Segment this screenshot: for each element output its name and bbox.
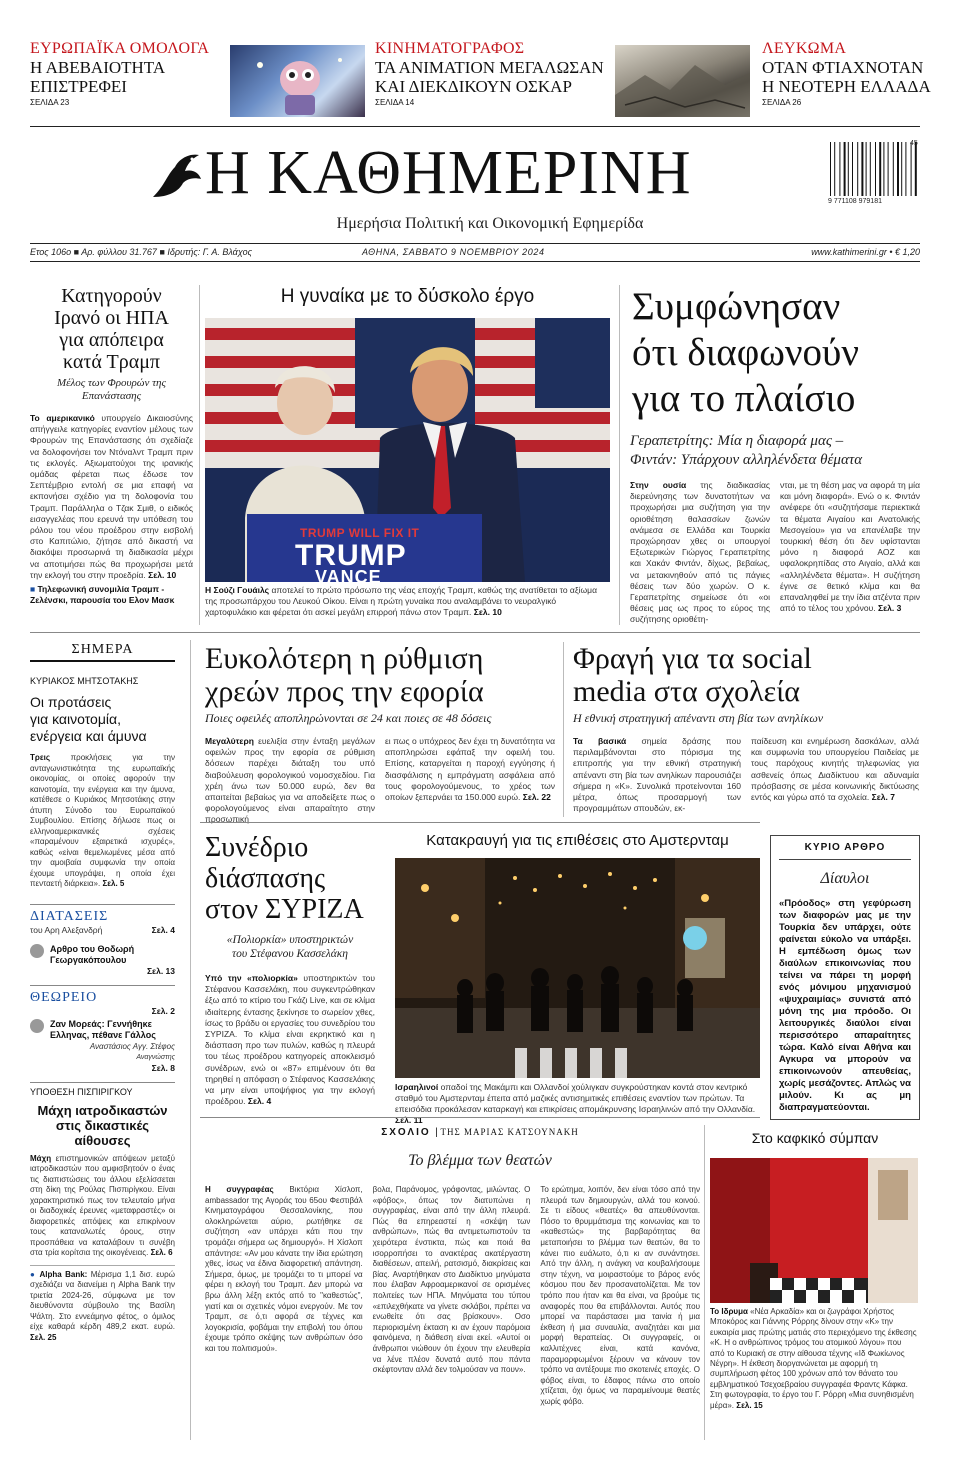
barcode-bar [875, 142, 876, 196]
page-ref: Σελ. 2 [151, 1005, 175, 1016]
photo-caption [205, 585, 610, 618]
story-body-col1 [205, 736, 375, 826]
sign-vance: VANCE [315, 567, 382, 582]
story-subhead: Φιντάν: Υπάρχουν αλληλένδετα θέματα [630, 452, 863, 468]
headline-line: ότι διαφωνούν [632, 331, 859, 374]
body-text: υπουργείο Δικαιοσύνης απήγγειλε κατηγορίες εναντίον μέλους των Φρουρών της Επανάστασης ότι σχεδίαζε να δολοφονήσει τον Ντόναλντ Τραμπ πριν τις εκλογές. Αξιωματούχοι της ιρανικής ομάδας φέρεται πως έδωσε τον Σεπτέμβριο εντολή σε μια επαφή να εκπονήσει σχέδιο για τη δολοφονία του Τραμπ. Παράλληλα ο Τζακ Σμιθ, ο ειδικός εισαγγελέας που ερευνά την υπόθεση του ρόλου του νέου προέδρου στην εισβολή στο Καπιτώλιο, ζήτησε από δικαστή να διακόψει προσωρινά τη διαδικασία μέχρι να αποτιμήσει πώς θα προχωρήσει μετά την εκλογή του στην προεδρία. [30, 413, 193, 580]
sidebar-title: για καινοτομία, [30, 711, 121, 727]
sidebar-title: ενέργεια και άμυνα [30, 728, 147, 744]
teaser-title: Η ΝΕΟΤΕΡΗ ΕΛΛΑΔΑ [762, 77, 931, 96]
divider [200, 1117, 760, 1118]
barcode-bar [897, 142, 899, 196]
photo-headline: Κατακραυγή για τις επιθέσεις στο Αμστερνταμ [426, 832, 729, 849]
column-rule [704, 1125, 705, 1440]
body-text: σημεία δράσης που περιλαμβάνονται στο πόρισμα της επιτροπής για την εθνική στρατηγική απέναντι στη βία των ανηλίκων παρουσιάζει σήμερα η «Κ». Συνολικά προτείνονται 160 μέτρα, όπως προσαρμογή των προγραμμάτων σπουδών, εκ- [573, 736, 741, 814]
teaser-title: Η ΑΒΕΒΑΙΟΤΗΤΑ [30, 58, 166, 77]
story-greece-turkey[interactable] [630, 284, 920, 626]
story-body-col1 [630, 480, 770, 626]
caption-text: «Νέα Αρκαδία» και οι ζωγράφοι Χρήστος Μποκόρος και Γιάννης Ρόρρης δίνουν στην «Κ» την ευκαιρία μιας πρώτης ματιάς στο περιεχόμενο της έκθεσης «Κ. Η ο ανθρώπινος τρόμος του ατομικού λόγου» που από το Κυριακή σε στην αίθουσα τέχνης «Ιδ Φωκίωνος Νέγρη». Η έκθεση διοργανώνεται με αφορμή τη συμπλήρωση φέτος 100 χρόνων από τον θάνατο του εμβληματικού Τσεχοεβραίου συγγραφέα Φραντς Κάφκα. Στη φωτογραφία, το έργο του Γ. Ρόρρη «Μια συνηθισμένη μέρα». [710, 1307, 917, 1410]
editorial-body: «Πρόοδος» στη γεφύρωση των διαφορών μας με την Τουρκία δεν υπάρχει, ούτε φαίνεται εύκολο να υπάρξει. Η εμπέδωση όμως των διαύλων επικοινωνίας που τείνει να πάρει τη μορφή ενός μόνιμου μηχανισμού «ψυχραιμίας» συνιστά από μόνη της μια πρόοδο. Οι λειτουργικές διαύλοι είναι περισσότερο απαραίτητες τώρα. Καλό είναι Αθήνα και Αγκυρα να μπορούν να επικοινωνούν απευθείας, χωρίς μεσάζοντες. Απλώς να μιλούν. Κι ας μη διαπραγματεύονται. [779, 898, 911, 1113]
related-bullet[interactable] [30, 584, 193, 606]
barcode-bar [893, 142, 894, 196]
page-ref: Σελ. 8 [151, 1062, 175, 1073]
teaser-title: ΚΑΙ ΔΙΕΚΔΙΚΟΥΝ ΟΣΚΑΡ [375, 77, 572, 96]
headline-line: Συμφώνησαν [632, 285, 841, 328]
barcode-bar [844, 142, 846, 196]
comment-separator: | [435, 1127, 441, 1138]
sidebar-title: Μάχη ιατροδικαστών [37, 1102, 168, 1118]
issue-price: www.kathimerini.gr • € 1,20 [811, 247, 920, 257]
divider [200, 822, 760, 823]
divider [30, 632, 920, 633]
photo-caption [710, 1307, 918, 1411]
bullet-icon: ● [30, 1269, 37, 1279]
section-label-pispirigkou: ΥΠΟΘΕΣΗ ΠΙΣΠΙΡΙΓΚΟΥ [30, 1082, 175, 1097]
caption-text: οπαδοί της Μακάμπι και Ολλανδοί χούλιγκαν συγκρούστηκαν κοντά στον κεντρικό σταθμό του Αμστερνταμ έπειτα από μαζικές αντισημιτικές επιθέσεις εναντίον των πρώτων. Τα επεισόδια προκάλεσαν καταρκαγή και επικρίσεις απομάκρυνσης Ισραηλινών από την Ολλανδία. [395, 1082, 756, 1114]
sign-trump: TRUMP [295, 539, 407, 572]
barcode-number: 9 771108 979181 [828, 198, 882, 205]
teaser-title: ΤΑ ΑΝΙΜΑΤΙΟΝ ΜΕΓΑΛΩΣΑΝ [375, 58, 604, 77]
section-label-diatasis: ΔΙΑΤΑΣΕΙΣ [30, 904, 175, 925]
lead-word: Το αμερικανικό [30, 413, 95, 423]
story-body-col2 [385, 736, 555, 826]
story-subhead: Γεραπετρίτης: Μία η διαφορά μας – [630, 433, 844, 449]
barcode-bar [830, 142, 831, 196]
animation-robot-photo [230, 45, 365, 117]
trump-wiles-photo [205, 318, 610, 582]
page-ref: Σελ. 22 [522, 792, 551, 803]
story-subhead: Μέλος των Φρουρών της Επανάστασης [57, 377, 166, 402]
issue-date: ΑΘΗΝΑ, ΣΑΒΒΑΤΟ 9 ΝΟΕΜΒΡΙΟΥ 2024 [362, 247, 545, 257]
headline-line: Φραγή για τα social [573, 642, 812, 675]
article-icon [30, 944, 44, 958]
page-ref: Σελ. 4 [151, 924, 175, 935]
photo-headline: Στο καφκικό σύμπαν [751, 1130, 879, 1146]
page-ref: Σελ. 25 [30, 1332, 57, 1342]
column-rule [190, 640, 191, 1440]
page-ref: Σελ. 13 [146, 965, 175, 976]
caption-lead: Το Ιδρυμα [710, 1307, 748, 1316]
body-text: παίδευση και ενημέρωση δασκάλων, αλλά και συμφωνία του υπουργείου Παιδείας με τους παρόχους κινητής τηλεφωνίας για ασθενείς όπως Διαδίκτυου και αδυναμία πρόσβασης σε μέσα κοινωνικής δικτύωσης εντός και γύρω από τα σχολεία. [751, 736, 919, 803]
teaser-page: ΣΕΛΙΔΑ 14 [375, 98, 415, 107]
body-text: βολα, Παράνομος, γράφοντας, μιλώντας. Ο «φόβος», όπως τον διατυπώνει η συγγραφέας, είναι από την άλλη πλευρά. Πώς θα επηρεαστεί η «σκέψη των ανθρώπων», πώς θα αντιμετωπιστούν τα χειρότερα ένστικτα, πώς και ποιά θα ισορροπήσει το ανακτέρας ακατέργαστη διαθέσεων, απειλή, ρατσισμό, διακρίσεις και βίας. Αναρτήθηκαν στο Διαδίκτυο μηνύματα που έλαβαν Αφροαμερικανοί σε ορισμένες πολιτείες των ΗΠΑ. Μηνύματα του τύπου «επιλεχθήκατε να γίνετε σκλάβοι, πρέπει να ενωθείτε ότι σας βρίσκουν». Οσο περιορισμένη έκταση κι αν έχουν παρόμοια φαινόμενα, η διάθεση είναι εκεί. «Αυτοί οι άνθρωποι νιώθουν ότι έχουν την ελευθερία να λένε πλέον δυνατά αυτό που πάντα σκέφτονταν αλλά δεν τολμούσαν να πουν». [372, 1185, 531, 1375]
body-text: προκλήσεις για την ανταγωνιστικότητα της ευρωπαϊκής οικονομίας, οι οποίες αφορούν την καινοτομία, την ενέργεια και την άμυνα, κατέθεσε ο Κυριάκος Μητσοτάκης στην άτυπη Σύνοδο του Ευρωπαϊκού Συμβουλίου. Επίσης δήλωσε πως οι ελληνοαμερικανικές σχέσεις «παραμένουν εξαιρετικά ισχυρές», καθώς «είναι θεμελιωμένες μέσα από την αμοιβαία συμφωνία την οποία έχουμε υπογράψει, η οποία έχει πενταετή διάρκεια». [30, 753, 175, 888]
comment-col2 [373, 1185, 531, 1407]
teaser-page: ΣΕΛΙΔΑ 23 [30, 98, 70, 107]
headline-line: διάσπασης [205, 863, 326, 894]
comment-col1 [205, 1185, 363, 1407]
headline-line: media στα σχολεία [573, 675, 801, 708]
headline-line: για απόπειρα [59, 329, 164, 351]
page-ref: Σελ. 4 [247, 1096, 272, 1107]
page-ref: Σελ. 7 [871, 792, 895, 803]
barcode [828, 142, 920, 210]
divider [30, 243, 920, 244]
barcode-bar [861, 142, 863, 196]
barcode-bar [901, 142, 902, 196]
diatasis-item[interactable] [30, 925, 175, 936]
comment-title: Το βλέμμα των θεατών [408, 1152, 552, 1169]
body-text: επιστημονικών απόψεων μεταξύ ιατροδικαστών που αμφισβητούν ο ένας τις διαπιστώσεις του άλλου εξελίσσεται στη δίκη της Ρούλας Πισπιρίγκου. Είναι χαρακτηριστικό πως τον τελευταίο μήνα οι διαδοχικές έρευνες «μεταφραστές» οι διαφορετικές απόψεις και επικρίνουν τους καταναλωτές όρους, στην προσπάθεια να καταλάβουν τι συνέβη στα τρία κορίτσια της οικογένειας. [30, 1153, 175, 1257]
author-name: ΚΥΡΙΑΚΟΣ ΜΗΤΣΟΤΑΚΗΣ [30, 676, 139, 686]
editorial-box[interactable] [770, 835, 920, 1120]
masthead-title: Η ΚΑΘΗΜΕΡΙΝΗ [205, 139, 692, 207]
lead-word: Στην ουσία [630, 480, 687, 490]
comment-col3 [540, 1185, 700, 1407]
teaser-page: ΣΕΛΙΔΑ 26 [762, 98, 802, 107]
headline-line: χρεών προς την εφορία [205, 675, 484, 708]
issue-meta: Ετος 106ο ■ Αρ. φύλλου 31.767 ■ Ιδρυτής: Γ. Α. Βλάχος [30, 247, 252, 257]
masthead-subtitle: Ημερήσια Πολιτική και Οικονομική Εφημερίδα [336, 215, 644, 232]
body-text: νται, με τη θέση μας να αφορά τη μία και μόνη διαφορά». Ενώ ο κ. Φιντάν ανέφερε ότι «συζητήσαμε περιεκτικά τα θέματα Αιγαίου και Ανατολικής Μεσογείου» για να επανέλαβε την τουρκική θέση ότι δεν υφίστανται μόνο η διαφορά ΑΟΖ και υφαλοκρηπίδας στο Αιγαίο, αλλά και «αλληλένδετα θέματα». Η συζήτηση έγινε σε θετικό κλίμα και θα επαναληφθεί με την ίδια ατζέντα πριν από το τέλος του χρόνου. [780, 480, 920, 614]
story-body-col2 [780, 480, 920, 626]
body-text: ευελιξία στην ένταξη μεγάλων οφειλών προς την εφορία σε ρύθμιση δόσεων παρέχει διάταξη του υπό διαβούλευση φορολογικού νομοσχεδίου. Για χρέη άνω των 50.000 ευρώ, δεν θα απαιτείται βεβαίως για να αποδείξετε πως ο φορολογούμενος είναι απαραίτητο στην προσωπική [205, 736, 375, 825]
barcode-bar [870, 142, 871, 196]
headline-line: Ιρανό οι ΗΠΑ [54, 307, 169, 329]
story-subhead: Η εθνική στρατηγική απέναντι στη βία των ανηλίκων [573, 711, 824, 725]
masthead-logo [145, 145, 205, 205]
column-rule [563, 642, 564, 817]
item-text: του Αρη Αλεξανδρή [30, 924, 103, 935]
lead-word: Τα βασικά [573, 736, 627, 746]
sidebar-body [30, 1154, 175, 1259]
headline-line: Ευκολότερη η ρύθμιση [205, 642, 484, 675]
story-syriza[interactable] [205, 832, 375, 1107]
sidebar-title: Οι προτάσεις [30, 694, 112, 710]
photo-caption [395, 1082, 760, 1126]
story-subhead: Ποιες οφειλές αποπληρώνονται σε 24 και ποιες σε 48 δόσεις [205, 711, 492, 725]
alpha-bank-brief[interactable] [30, 1265, 175, 1344]
story-body-col1 [573, 736, 741, 814]
article-icon [30, 1019, 44, 1033]
body-text: Μέρισμα 1,1 δισ. ευρώ σχεδιάζει να διανείμει η Alpha Bank την τριετία 2024-26, σύμφωνα με τον διευθύνοντα σύμβουλο της Βασίλη Ψάλτη. Στο εννεάμηνο φέτος, ο όμιλος είχε καθαρά κέρδη 489,2 εκατ. ευρώ. [30, 1269, 175, 1331]
barcode-bar [848, 142, 849, 196]
comment-label [200, 1122, 760, 1140]
comment-section: ΣΧΟΛΙΟ [381, 1127, 431, 1138]
headline-line: στον ΣΥΡΙΖΑ [205, 894, 364, 925]
story-subhead: του Στέφανου Κασσελάκη [231, 948, 348, 960]
story-subhead: «Πολιορκία» υποστηρικτών [226, 934, 354, 946]
teaser-album[interactable] [762, 40, 932, 107]
caption-lead: Ισραηλινοί [395, 1082, 439, 1092]
teaser-title: ΟΤΑΝ ΦΤΙΑΧΝΟΤΑΝ [762, 58, 924, 77]
theoreio-role: Αναγνώστης [136, 1053, 175, 1061]
lead-word: Μάχη [30, 1153, 52, 1163]
kafka-exhibition-photo [710, 1158, 918, 1303]
headline-line: για το πλαίσιο [632, 377, 856, 420]
page-ref: Σελ. 10 [473, 607, 502, 617]
theoreio-author: Αναστάσιος Αγγ. Στέφος [89, 1041, 175, 1051]
lead-word: Υπό την «πολιορκία» [205, 973, 298, 983]
lead-word: Τρεις [30, 753, 51, 762]
sidebar-title: αίθουσες [74, 1132, 131, 1148]
headline-line: Συνέδριο [205, 832, 309, 863]
lead-word: Alpha Bank: [39, 1269, 88, 1279]
barcode-bar [879, 142, 881, 196]
bullet-text: Τηλεφωνική συνομιλία Τραμπ - Ζελένσκι, παρουσία του Ελον Μασκ [30, 584, 175, 606]
barcode-bar [905, 142, 906, 196]
photo-headline: Η γυναίκα με το δύσκολο έργο [280, 286, 535, 307]
item-text: Αρθρο του Θοδωρή Γεωργακόπουλου [50, 943, 135, 965]
page-ref: Σελ. 5 [102, 879, 125, 888]
page-ref: Σελ. 3 [878, 603, 902, 614]
page-ref: Σελ. 15 [736, 1400, 763, 1410]
sidebar-body [30, 753, 175, 890]
barcode-bar [857, 142, 858, 196]
page-ref: Σελ. 10 [148, 569, 177, 580]
lead-word: Η συγγραφέας [205, 1185, 274, 1194]
diatasis-item[interactable] [30, 944, 175, 966]
teaser-title: ΕΠΙΣΤΡΕΦΕΙ [30, 77, 127, 96]
comment-aside: αν το σημείο που κάνει τη διαφορά. [780, 1125, 796, 1126]
headline-line: κατά Τραμπ [62, 351, 161, 373]
barcode-bar [839, 142, 840, 196]
item-text: Ζαν Μορεάς: Γεννήθηκε Ελληνας, πέθανε Γάλλος [50, 1018, 156, 1040]
column-rule [619, 285, 620, 625]
page-ref: Σελ. 11 [395, 1115, 423, 1125]
caption-text: αποτελεί το πρώτο πρόσωπο της νέας εποχής Τραμπ, καθώς της ανατίθεται το αξίωμα της προσωπάρχου του Λευκού Οίκου. Είναι η πρώτη γυναίκα που αναλαμβάνει το νευραλγικό χαρτοφυλάκιο και φέρεται ότι ασκεί μεγάλη επιρροή πάνω στον Τραμπ. [205, 585, 597, 617]
story-iran[interactable] [30, 285, 193, 606]
barcode-bar [852, 142, 853, 196]
barcode-bar [888, 142, 889, 196]
body-text: ει πως ο υπόχρεος δεν έχει τη δυνατότητα να αποπληρώσει εφάπαξ την οφειλή του. Επίσης, καταργείται η παροχή εγγύησης ή διασφάλισης η εμπράγματη ασφάλεια από τους φορολογούμενους, το χρέος των οποίων ξεπερνάει τα 150.000 ευρώ. [385, 736, 555, 803]
issue-code: 45 [910, 140, 918, 147]
body-text: υποστηρικτών του Στέφανου Κασσελάκη, που συγκεντρώθηκαν έξω από το κτίριο του Γκάζι Live, και σε κλίμα ιδιαίτερης έντασης ξεκίνησε το σωρείον χθες, ίσως το βράδυ οι εργασίες του συνεδρίου του ΣΥΡΙΖΑ. Το κλίμα είναι εκρηκτικό και η διάσπαση προ των πυλών, καθώς η πλευρά του τέως προέδρου κατηγορείς αποκλεισμό συνέδρων, ενώ οι «87» επιμένουν ότι θα τηρηθεί η απόφαση ο Στέφανος Κασσελάκης να μην είναι υποψήφιος για την εκλογή προέδρου. [205, 973, 375, 1107]
story-social-media[interactable] [573, 642, 920, 814]
sidebar-title: στις δικαστικές [55, 1117, 150, 1133]
barcode-bar [834, 142, 835, 196]
divider [30, 126, 920, 127]
divider [30, 261, 920, 262]
section-label-theoreio: ΘΕΩΡΕΙΟ [30, 985, 175, 1006]
sign-slogan: TRUMP WILL FIX IT [300, 526, 420, 540]
old-greece-engraving-photo [615, 45, 750, 117]
story-body [30, 413, 193, 581]
comment-author: ΤΗΣ ΜΑΡΙΑΣ ΚΑΤΣΟΥΝΑΚΗ [440, 1127, 579, 1137]
teaser-bonds[interactable] [30, 40, 220, 107]
story-tax-debt[interactable] [205, 642, 555, 826]
teaser-animation[interactable] [375, 40, 605, 107]
column-rule [199, 285, 200, 625]
story-body-col2 [751, 736, 919, 814]
editorial-label: ΚΥΡΙΟ ΑΡΘΡΟ [804, 842, 886, 853]
comment-body [205, 1185, 700, 1407]
teaser-kicker: ΚΙΝΗΜΑΤΟΓΡΑΦΟΣ [375, 40, 525, 57]
headline-line: Κατηγορούν [61, 285, 162, 307]
amsterdam-clashes-photo [395, 858, 760, 1078]
section-label-today: ΣΗΜΕΡΑ [30, 642, 175, 662]
barcode-bar [866, 142, 867, 196]
page-ref: Σελ. 6 [150, 1248, 173, 1257]
barcode-bar [883, 142, 884, 196]
teaser-kicker: ΕΥΡΩΠΑΪΚΑ ΟΜΟΛΟΓΑ [30, 40, 210, 57]
lead-word: Μεγαλύτερη [205, 736, 254, 746]
story-body [205, 973, 375, 1107]
sidebar [30, 642, 175, 1343]
bullet-icon: ■ [30, 584, 38, 595]
barcode-bar [915, 142, 917, 196]
editorial-title: Δίαυλοι [820, 870, 870, 887]
caption-lead: Η Σούζι Γουάιλς [205, 585, 270, 595]
body-text: Το ερώτημα, λοιπόν, δεν είναι τόσο από την πλευρά των δημιουργών, αλλά του κοινού. Σε τι είδους «θεατές» θα απευθύνονται. Πόσο το θρυμμάτισμα της κοινωνίας και το «καθεστώς» της βαρβαρότητας θα μεταποιήσει το βλέμμα των θεατών, θα το κάνει πιο ευάλωτο, ό,τι κι αν συνάντησει. Από την άλλη, η ανάγκη να κουβαλήσουμε στην τέχνη, να μοιραστούμε το βάρος ενός κόσμου που δεν προσανατολίζεται. Με τον τρόπο που ήταν και θα είναι, να βρούμε τις αναφορές που θα επιβάλλονται. Αυτός που μπορεί να παράστασει μια ταινία ή μια έκθεση ή μια συναυλία, αναζητάει και μια μορφή θεραπείας. Οι συγγραφείς, οι καλλιτέχνες είναι, κατά κανόνα, παραμορφωμένοι ξέρουν να κάνουν τον τρόπο να αντέξουμε πιο σκοτεινές εποχές. Ο φόβος είναι, το έδαφος πάνω στο οποίο χτίζεται, όχι όμως να παραμείνουμε θεατές χωρίς φόβο. [540, 1185, 700, 1406]
theoreio-item[interactable] [30, 1019, 175, 1041]
body-text: της διαδικασίας διερεύνησης των δυνατοτήτων να προχωρήσει μια συζήτηση για την οριοθέτηση θαλασσίων ζωνών ανάμεσα σε Ελλάδα και Τουρκία προχώρησαν χθες οι υπουργοί Εξωτερικών Γιώργος Γεραπετρίτης και Χακάν Φιντάν, δίχως, βεβαίως, να μετακινηθούν από τις πάγιες θέσεις των δύο χωρών. Ο κ. Γεραπετρίτης σημείωσε ότι «οι θέσεις μας ως προς το εύρος της συζήτησης οριοθέτη- [630, 480, 770, 625]
body-text: Βικτόρια Χίσλοπ, ambassador της Αγοράς του 65ου Φεστιβάλ Κινηματογράφου Θεσσαλονίκης, που ολοκληρώνεται αύριο, ρωτήθηκε σε συζήτηση «αν υπάρχει κάτι που την τρομάζει σήμερα ως δημιουργό». Η Χίσλοπ απάντησε: «Αν μου κάνατε την ίδια ερώτηση χθες, ίσως να έδινα διαφορετική απάντηση. Σήμερα, όμως, με τρομάζει το τι μπορεί να φέρει η εκλογή του Τραμπ. Δεν μπορώ να βρω άλλη λέξη εκτός από το "καθεστώς", γιατί και οι σχετικές νόμοι ενεργούν. Με τον Τραμπ, σε ό,τι αφορά σε τέχνες και λογοκρισία, φοβάμαι την επιβολή του όπου έχουμε τρόπο σκέψης των ανθρώπων όσο και του πολιτισμού». [205, 1185, 363, 1353]
barcode-bar [911, 142, 912, 196]
teaser-kicker: ΛΕΥΚΩΜΑ [762, 40, 847, 57]
